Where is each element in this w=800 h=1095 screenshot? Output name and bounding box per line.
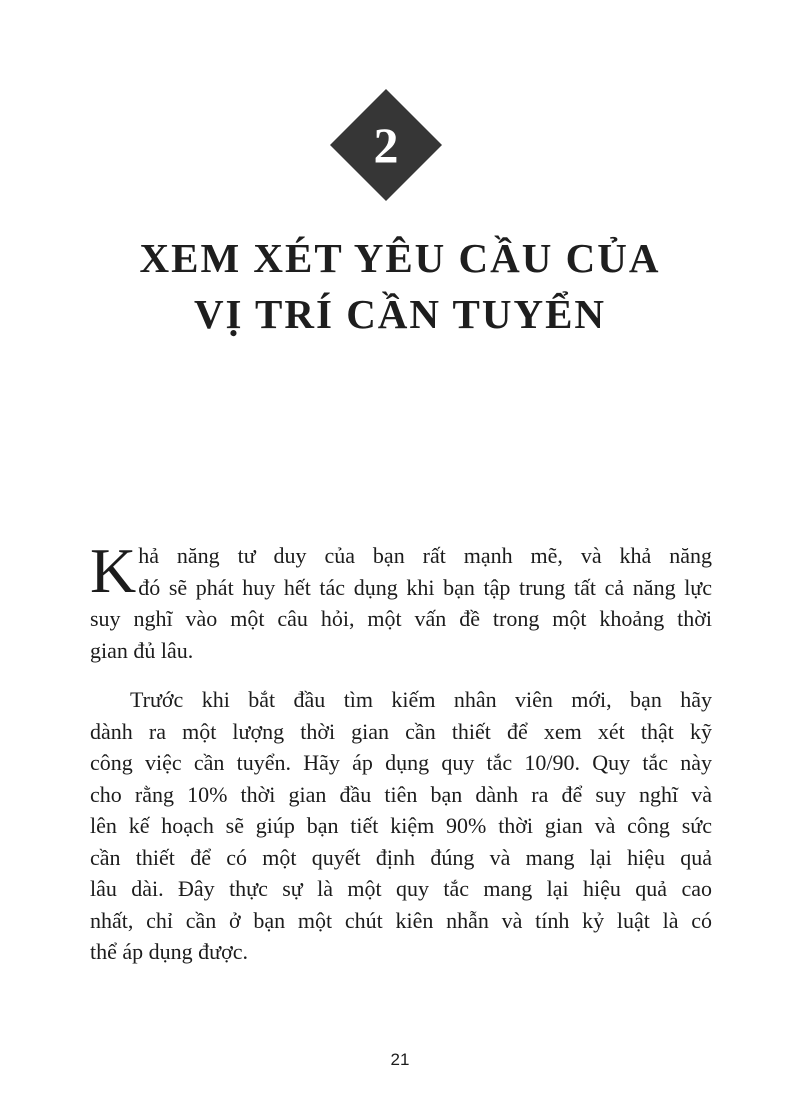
paragraph-1-line-2: đó sẽ phát huy hết tác dụng khi bạn tập trung tất cả năng lực — [138, 574, 712, 600]
paragraph-2-line-5: lên kế hoạch sẽ giúp bạn tiết kiệm 90% thời gian và công sức — [90, 813, 712, 838]
body-text — [90, 535, 712, 986]
chapter-title-line-2: VỊ TRÍ CẦN TUYỂN — [193, 291, 607, 337]
paragraph-2-line-8: nhất, chỉ cần ở bạn một chút kiên nhẫn và tính kỷ luật là có — [90, 907, 712, 933]
chapter-number: 2 — [373, 117, 399, 173]
drop-cap: K — [90, 535, 137, 606]
paragraph-2-line-2: dành ra một lượng thời gian cần thiết để xem xét thật kỹ — [90, 718, 712, 744]
paragraph-1-line-3: suy nghĩ vào một câu hỏi, một vấn đề trong một khoảng thời — [90, 606, 712, 631]
chapter-title-line-1: XEM XÉT YÊU CẦU CỦA — [139, 235, 661, 281]
chapter-number-badge — [330, 89, 442, 201]
paragraph-2 — [90, 684, 712, 968]
paragraph-1 — [90, 535, 712, 666]
chapter-title — [60, 230, 740, 342]
paragraph-2-line-4: cho rằng 10% thời gian đầu tiên bạn dành ra để suy nghĩ và — [90, 781, 712, 807]
paragraph-2-line-3: công việc cần tuyển. Hãy áp dụng quy tắc 10/90. Quy tắc này — [90, 750, 712, 775]
paragraph-1-line-4: gian đủ lâu. — [90, 637, 194, 663]
paragraph-2-line-1: Trước khi bắt đầu tìm kiếm nhân viên mới, bạn hãy — [130, 687, 712, 712]
paragraph-2-line-7: lâu dài. Đây thực sự là một quy tắc mang lại hiệu quả cao — [90, 876, 712, 901]
paragraph-1-line-1: hả năng tư duy của bạn rất mạnh mẽ, và khả năng — [138, 543, 712, 568]
paragraph-2-line-9: thể áp dụng được. — [90, 939, 248, 964]
page-number: 21 — [390, 1050, 410, 1069]
paragraph-2-line-6: cần thiết để có một quyết định đúng và mang lại hiệu quả — [90, 844, 712, 870]
